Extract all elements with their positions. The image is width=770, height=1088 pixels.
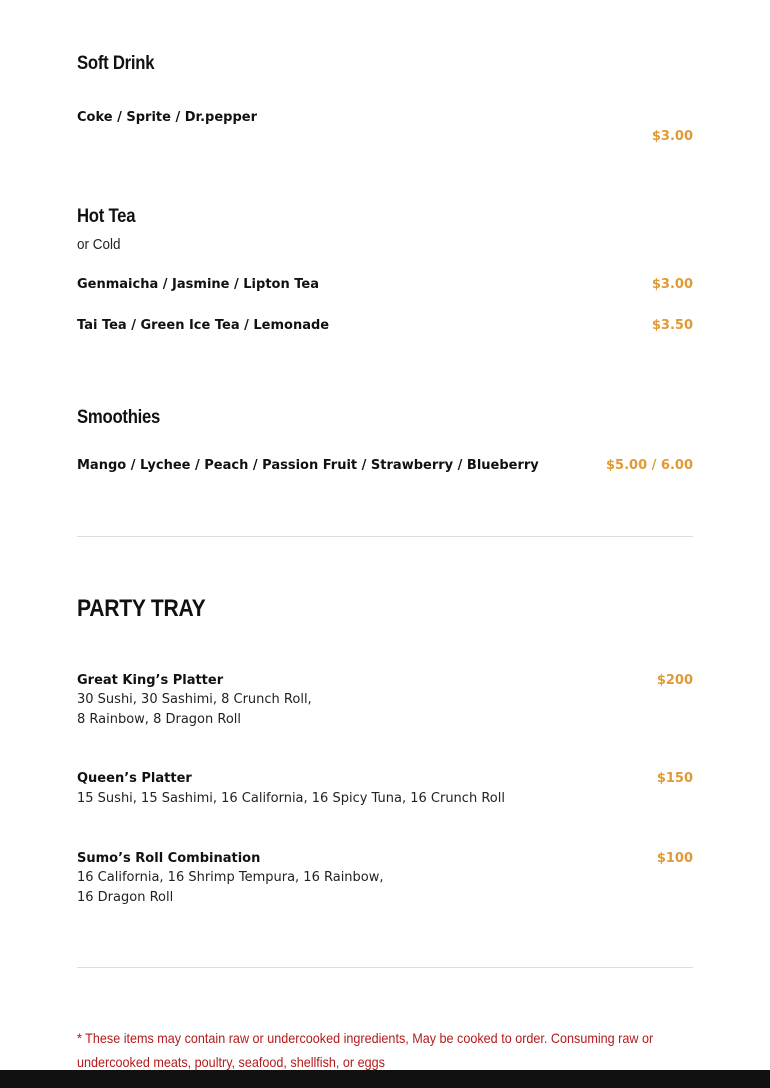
hot-tea-item-2-price: $3.50 [651,318,693,333]
menu-page [77,0,693,1088]
party-tray-item-3-price: $100 [656,851,693,866]
party-tray-item-3-description: 16 California, 16 Shrimp Tempura, 16 Rainbow, 16 Dragon Roll [77,870,384,905]
party-tray-item-3-name: Sumo’s Roll Combination [77,851,261,866]
footer-divider [77,967,693,968]
party-tray-item-2-name: Queen’s Platter [77,771,192,786]
party-tray-heading: PARTY TRAY [77,595,206,622]
section-divider [77,536,693,537]
disclaimer-text: * These items may contain raw or undercooked ingredients, May be cooked to order. Consuming raw or undercooked meats, poultry, seafood, shellfish, or eggs [77,1030,654,1070]
soft-drink-item-name: Coke / Sprite / Dr.pepper [77,110,258,125]
party-tray-item-2-description: 15 Sushi, 15 Sashimi, 16 California, 16 Spicy Tuna, 16 Crunch Roll [77,791,505,806]
smoothies-item-name: Mango / Lychee / Peach / Passion Fruit / Strawberry / Blueberry [77,458,539,473]
party-tray-item-2-price: $150 [656,771,693,786]
hot-tea-item-1-name: Genmaicha / Jasmine / Lipton Tea [77,277,319,292]
hot-tea-subheading: or Cold [77,236,121,253]
soft-drink-heading: Soft Drink [77,53,155,74]
hot-tea-item-1-price: $3.00 [651,277,693,292]
party-tray-item-1-name: Great King’s Platter [77,673,224,688]
soft-drink-item-price: $3.00 [651,129,693,144]
party-tray-item-1-price: $200 [656,673,693,688]
hot-tea-heading: Hot Tea [77,206,136,227]
smoothies-heading: Smoothies [77,407,161,428]
hot-tea-item-2-name: Tai Tea / Green Ice Tea / Lemonade [77,318,330,333]
smoothies-item-price: $5.00 / 6.00 [606,458,693,473]
bottom-bar [0,1070,770,1088]
party-tray-item-1-description: 30 Sushi, 30 Sashimi, 8 Crunch Roll, 8 Rainbow, 8 Dragon Roll [77,692,312,727]
